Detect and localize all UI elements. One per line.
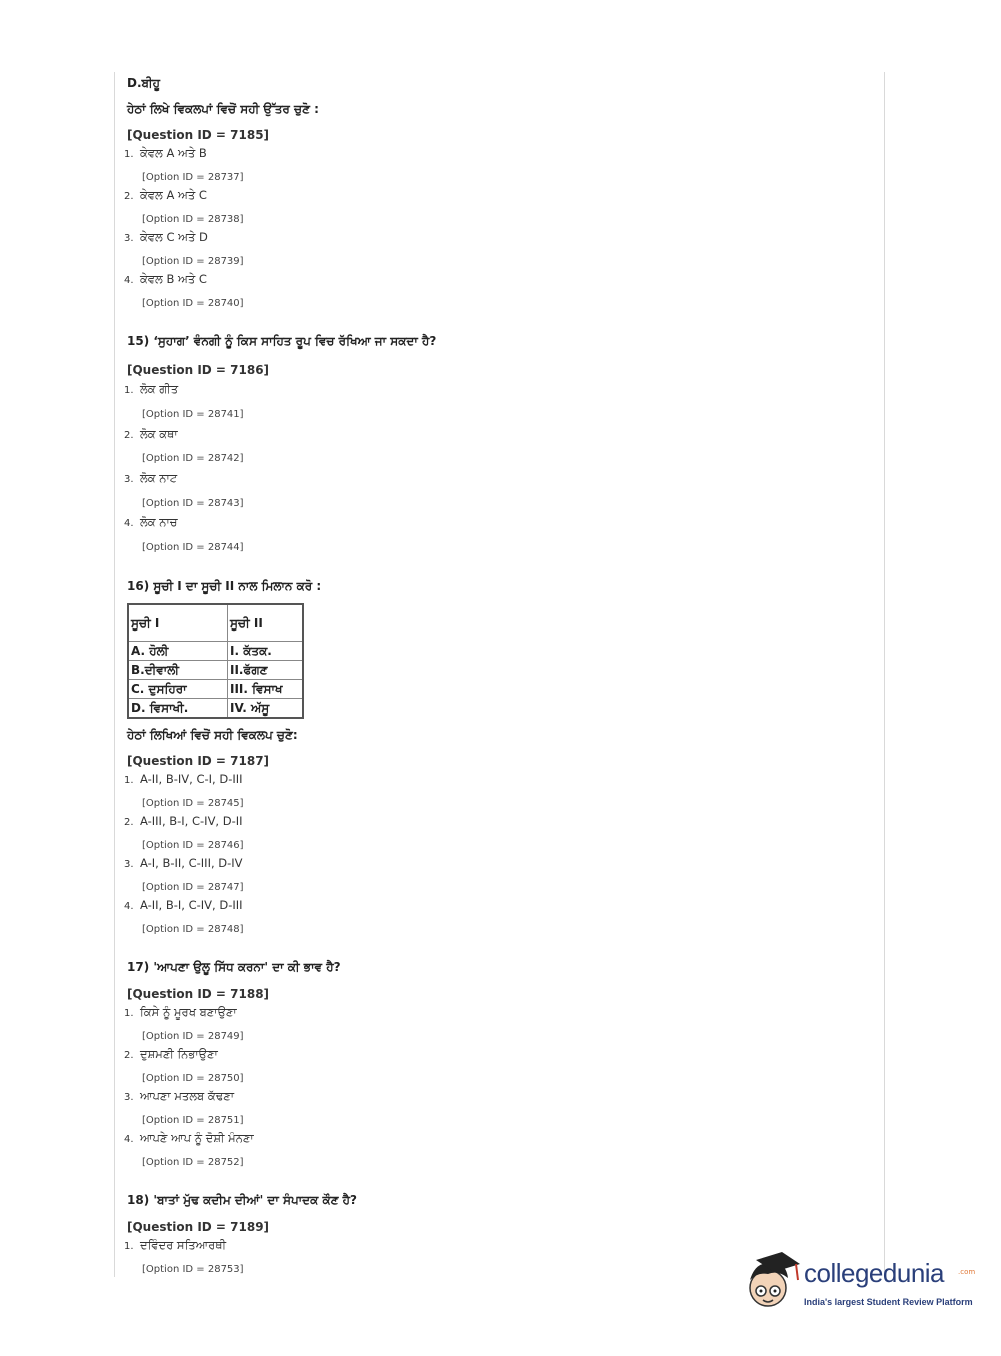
option-id: [Option ID = 28749]	[142, 1031, 244, 1042]
option-id: [Option ID = 28748]	[142, 924, 244, 935]
option-id: [Option ID = 28743]	[142, 498, 244, 509]
option-item: 3. A-I, B-II, C-III, D-IV	[124, 856, 243, 870]
option-item: 1. ਕਿਸੇ ਨੂੰ ਮੂਰਖ ਬਣਾਉਣਾ	[124, 1005, 237, 1019]
question-16-text: 16) ਸੂਚੀ I ਦਾ ਸੂਚੀ II ਨਾਲ ਮਿਲਾਨ ਕਰੋ :	[127, 579, 322, 593]
option-id: [Option ID = 28753]	[142, 1264, 244, 1275]
option-id: [Option ID = 28745]	[142, 798, 244, 809]
question-18-text: 18) 'ਬਾਤਾਂ ਮੁੱਢ ਕਦੀਮ ਦੀਆਂ' ਦਾ ਸੰਪਾਦਕ ਕੌਣ ਹੈ?	[127, 1193, 357, 1207]
page-margin-rule-left	[114, 72, 115, 1277]
question-id: [Question ID = 7188]	[127, 987, 270, 1001]
table-cell: III. ਵਿਸਾਖ	[228, 680, 304, 699]
option-item: 2. ਦੁਸ਼ਮਣੀ ਨਿਭਾਉਣਾ	[124, 1047, 218, 1061]
option-id: [Option ID = 28742]	[142, 453, 244, 464]
option-item: 4. ਆਪਣੇ ਆਪ ਨੂੰ ਦੋਸ਼ੀ ਮੰਨਣਾ	[124, 1131, 254, 1145]
option-item: 3. ਲੋਕ ਨਾਟ	[124, 471, 178, 485]
table-row	[128, 642, 303, 661]
option-id: [Option ID = 28747]	[142, 882, 244, 893]
question-id: [Question ID = 7189]	[127, 1220, 270, 1234]
option-item: 2. ਲੋਕ ਕਥਾ	[124, 427, 178, 441]
option-id: [Option ID = 28738]	[142, 214, 244, 225]
brand-name: collegedunia	[804, 1258, 945, 1288]
option-item: 1. ਦਵਿੰਦਰ ਸਤਿਆਰਥੀ	[124, 1238, 227, 1252]
mascot-logo-icon	[742, 1250, 804, 1312]
table-cell: I. ਕੱਤਕ.	[228, 642, 304, 661]
brand-suffix: .com	[958, 1268, 976, 1276]
option-item: 1. ਕੇਵਲ A ਅਤੇ B	[124, 146, 207, 160]
table-cell: C. ਦੁਸਹਿਰਾ	[128, 680, 228, 699]
option-id: [Option ID = 28746]	[142, 840, 244, 851]
page-margin-rule-right	[884, 72, 885, 1277]
table-header-cell: ਸੂਚੀ II	[228, 604, 304, 642]
option-item: 2. A-III, B-I, C-IV, D-II	[124, 814, 243, 828]
option-item: 4. ਲੋਕ ਨਾਚ	[124, 515, 178, 529]
table-cell: B.ਦੀਵਾਲੀ	[128, 661, 228, 680]
option-item: 4. ਕੇਵਲ B ਅਤੇ C	[124, 272, 207, 286]
prev-option-d: D.ਬੀਹੂ	[127, 76, 160, 90]
match-table	[127, 603, 304, 719]
option-id: [Option ID = 28752]	[142, 1157, 244, 1168]
option-id: [Option ID = 28737]	[142, 172, 244, 183]
option-item: 1. A-II, B-IV, C-I, D-III	[124, 772, 243, 786]
table-row	[128, 699, 303, 719]
option-id: [Option ID = 28740]	[142, 298, 244, 309]
option-item: 3. ਆਪਣਾ ਮਤਲਬ ਕੱਢਣਾ	[124, 1089, 235, 1103]
instruction-text: ਹੇਠਾਂ ਲਿਖਿਆਂ ਵਿਚੋਂ ਸਹੀ ਵਿਕਲਪ ਚੁਣੋ:	[127, 728, 298, 742]
question-id: [Question ID = 7186]	[127, 363, 270, 377]
table-row	[128, 680, 303, 699]
table-header-cell: ਸੂਚੀ I	[128, 604, 228, 642]
option-item: 4. A-II, B-I, C-IV, D-III	[124, 898, 243, 912]
brand-tagline: India's largest Student Review Platform	[804, 1297, 973, 1307]
option-item: 3. ਕੇਵਲ C ਅਤੇ D	[124, 230, 208, 244]
table-cell: D. ਵਿਸਾਖੀ.	[128, 699, 228, 719]
question-15-text: 15) ‘ਸੁਹਾਗ’ ਵੰਨਗੀ ਨੂੰ ਕਿਸ ਸਾਹਿਤ ਰੂਪ ਵਿਚ ਰੱਖਿਆ ਜਾ ਸਕਦਾ ਹੈ?	[127, 334, 437, 348]
option-id: [Option ID = 28750]	[142, 1073, 244, 1084]
option-id: [Option ID = 28751]	[142, 1115, 244, 1126]
question-id: [Question ID = 7187]	[127, 754, 270, 768]
table-row	[128, 661, 303, 680]
table-cell: II.ਫੱਗਣ	[228, 661, 304, 680]
option-id: [Option ID = 28744]	[142, 542, 244, 553]
option-id: [Option ID = 28739]	[142, 256, 244, 267]
option-id: [Option ID = 28741]	[142, 409, 244, 420]
option-item: 1. ਲੋਕ ਗੀਤ	[124, 382, 179, 396]
table-header-row	[128, 604, 303, 642]
option-item: 2. ਕੇਵਲ A ਅਤੇ C	[124, 188, 207, 202]
table-cell: A. ਹੋਲੀ	[128, 642, 228, 661]
question-17-text: 17) 'ਆਪਣਾ ਉਲੂ ਸਿੱਧ ਕਰਨਾ' ਦਾ ਕੀ ਭਾਵ ਹੈ?	[127, 960, 341, 974]
question-id: [Question ID = 7185]	[127, 128, 270, 142]
table-cell: IV. ਅੱਸੂ	[228, 699, 304, 719]
instruction-text: ਹੇਠਾਂ ਲਿਖੇ ਵਿਕਲਪਾਂ ਵਿਚੋਂ ਸਹੀ ਉੱਤਰ ਚੁਣੋ :	[127, 102, 319, 116]
